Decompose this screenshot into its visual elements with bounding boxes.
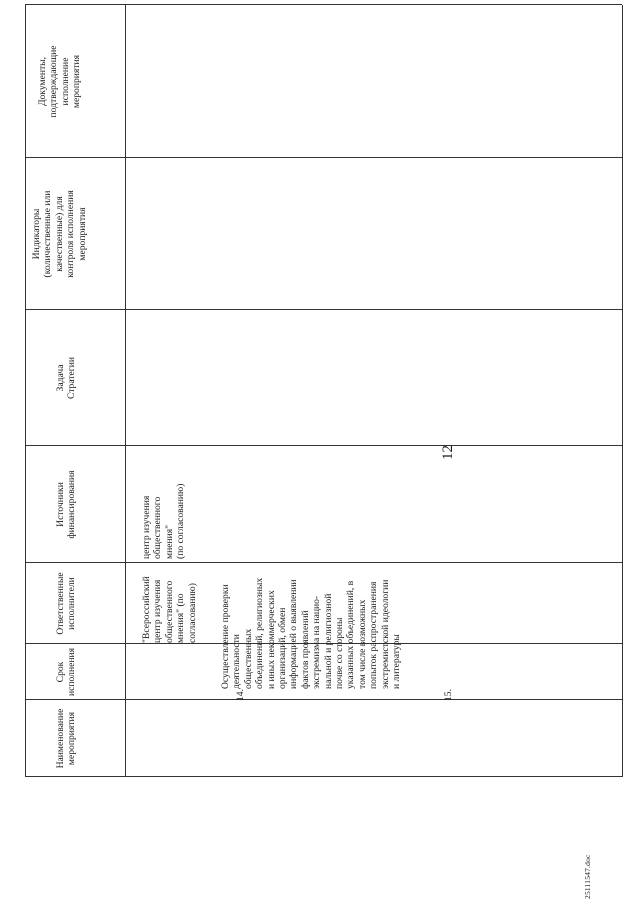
header-bottom-border	[125, 5, 126, 777]
carry-over-executors: "Всероссийский центр изучения общественного мнения" (по согласованию)	[141, 576, 198, 643]
header-executors: Ответственные исполнители	[55, 572, 78, 635]
row-number: 15.	[443, 689, 454, 701]
page-number: 12	[440, 445, 456, 460]
column-divider	[25, 157, 622, 158]
document-reference: 25111547.doc	[583, 854, 592, 899]
row-number: 14.	[235, 689, 246, 701]
column-divider	[25, 445, 622, 446]
measure-name: Осуществление проверки деятельности общественных объединений, религиозных и иных некоммерческих организаций, обмен информацией о выявлении фактов проявлений экстремизма на нацио- нальной и религиозной почве со стороны указанных объединений, в том числе возможных попыток распространения экстремистской идеологии и литературы	[220, 577, 403, 689]
header-indicators: Индикаторы (количественные или качественные) для контроля исполнения мероприятия	[31, 190, 88, 278]
header-term: Срок исполнения	[55, 647, 78, 697]
column-divider	[25, 776, 622, 777]
column-divider	[25, 4, 622, 5]
column-divider	[25, 562, 622, 563]
carry-over-funding: центр изучения общественного мнения" (по согласованию)	[141, 483, 187, 559]
column-divider	[25, 309, 622, 310]
column-divider	[25, 699, 622, 700]
header-measure-name: Наименование мероприятия	[55, 708, 78, 769]
table-top-border	[25, 5, 26, 777]
header-documents: Документы, подтверждающие исполнение мероприятия	[37, 45, 83, 118]
table-bottom-border	[622, 5, 623, 777]
header-task: Задача Стратегии	[55, 356, 78, 400]
header-funding: Источники финансирования	[55, 470, 78, 539]
